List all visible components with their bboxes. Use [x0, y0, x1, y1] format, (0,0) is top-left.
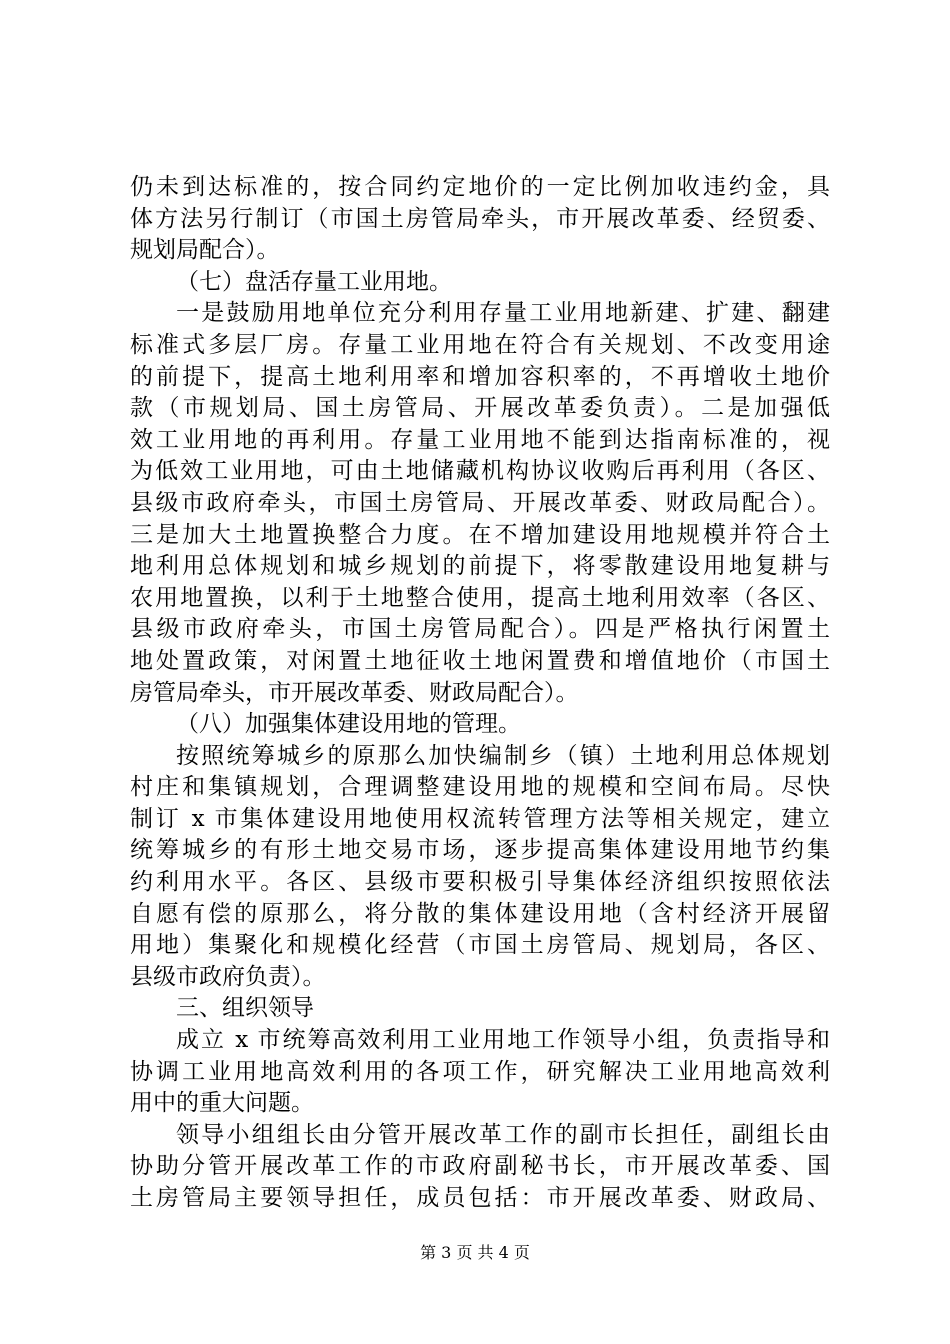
- text-line: 地处置政策，对闲置土地征收土地闲置费和增值地价（市国土: [130, 647, 830, 674]
- text-line: 标准式多层厂房。存量工业用地在符合有关规划、不改变用途: [130, 331, 830, 358]
- text-line: 自愿有偿的原那么，将分散的集体建设用地（含村经济开展留: [130, 900, 830, 927]
- text-line: 协调工业用地高效利用的各项工作，研究解决工业用地高效利: [130, 1058, 830, 1085]
- text-line: 成立 x 市统筹高效利用工业用地工作领导小组，负责指导和: [176, 1027, 830, 1054]
- text-line: 约利用水平。各区、县级市要积极引导集体经济组织按照依法: [130, 869, 830, 896]
- text-line: 地利用总体规划和城乡规划的前提下，将零散建设用地复耕与: [130, 553, 830, 580]
- document-body: [130, 172, 830, 1215]
- text-line: 的前提下，提高土地利用率和增加容积率的，不再增收土地价: [130, 363, 830, 390]
- text-line: 统筹城乡的有形土地交易市场，逐步提高集体建设用地节约集: [130, 837, 830, 864]
- text-line: 用地）集聚化和规模化经营（市国土房管局、规划局，各区、: [130, 932, 830, 959]
- text-line: 为低效工业用地，可由土地储藏机构协议收购后再利用（各区、: [130, 458, 830, 485]
- text-line: 县级市政府牵头，市国土房管局配合）。四是严格执行闲置土: [130, 616, 830, 643]
- text-line: 用中的重大问题。: [130, 1090, 314, 1117]
- text-line: 一是鼓励用地单位充分利用存量工业用地新建、扩建、翻建: [176, 300, 830, 327]
- text-line: 体方法另行制订（市国土房管局牵头，市开展改革委、经贸委、: [130, 205, 830, 232]
- section-heading: （七）盘活存量工业用地。: [176, 268, 452, 295]
- text-line: 农用地置换，以利于土地整合使用，提高土地利用效率（各区、: [130, 584, 830, 611]
- section-heading: 三、组织领导: [176, 995, 314, 1022]
- text-line: 三是加大土地置换整合力度。在不增加建设用地规模并符合土: [130, 521, 830, 548]
- text-line: 县级市政府牵头，市国土房管局、开展改革委、财政局配合）。: [130, 489, 830, 516]
- text-line: 土房管局主要领导担任，成员包括：市开展改革委、财政局、: [130, 1185, 830, 1211]
- section-heading: （八）加强集体建设用地的管理。: [176, 711, 521, 738]
- text-line: 村庄和集镇规划，合理调整建设用地的规模和空间布局。尽快: [130, 774, 830, 801]
- text-line: 效工业用地的再利用。存量工业用地不能到达指南标准的，视: [130, 426, 830, 453]
- text-line: 款（市规划局、国土房管局、开展改革委负责）。二是加强低: [130, 395, 830, 422]
- text-line: 规划局配合）。: [130, 237, 280, 264]
- text-line: 制订 x 市集体建设用地使用权流转管理方法等相关规定，建立: [130, 805, 830, 832]
- page-footer: 第 3 页 共 4 页: [420, 1243, 530, 1262]
- text-line: 房管局牵头，市开展改革委、财政局配合）。: [130, 679, 579, 706]
- text-line: 县级市政府负责）。: [130, 963, 326, 990]
- text-line: 仍未到达标准的，按合同约定地价的一定比例加收违约金，具: [130, 174, 830, 200]
- text-line: 协助分管开展改革工作的市政府副秘书长，市开展改革委、国: [130, 1153, 830, 1180]
- text-line: 领导小组组长由分管开展改革工作的副市长担任，副组长由: [176, 1121, 830, 1148]
- text-line: 按照统筹城乡的原那么加快编制乡（镇）土地利用总体规划: [176, 742, 830, 769]
